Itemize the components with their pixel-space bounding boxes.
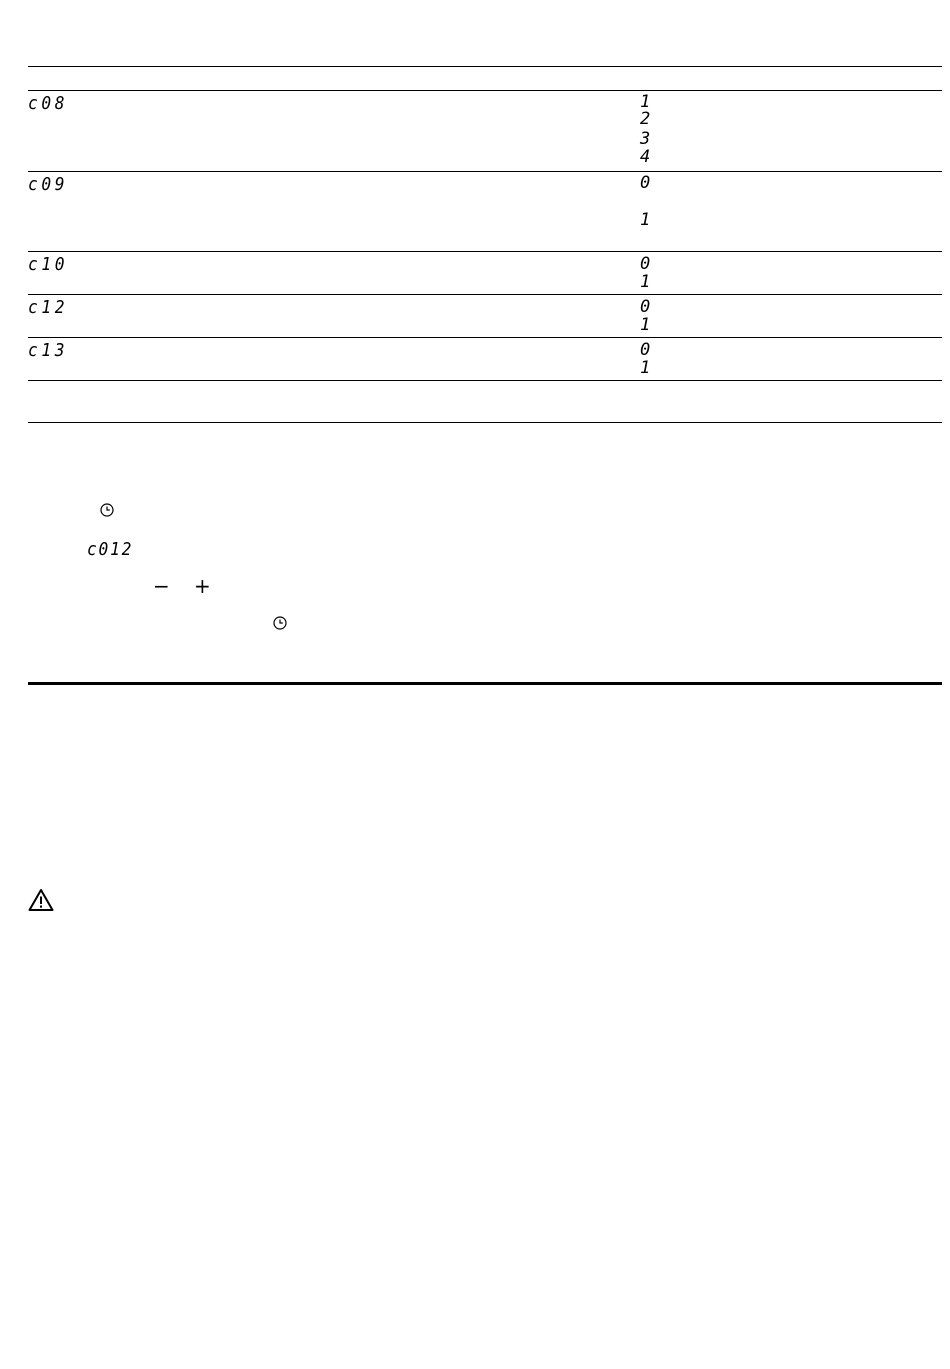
table-header-rule [28, 90, 942, 91]
table-top-rule [28, 66, 942, 67]
setting-code-c12: c12 [28, 297, 69, 318]
plus-icon: + [194, 574, 211, 598]
setting-value: 0 [640, 173, 651, 193]
setting-value: 3 [640, 129, 651, 149]
row-divider-c10 [28, 294, 942, 295]
section-separator [28, 682, 942, 685]
warning-triangle-icon [28, 888, 54, 912]
table-bottom-rule [28, 422, 942, 423]
setting-code-c13: c13 [28, 340, 69, 361]
row-divider-c09 [28, 251, 942, 252]
minus-icon: − [153, 574, 170, 598]
setting-value: 0 [640, 297, 651, 317]
display-example-c012: c012 [87, 539, 134, 560]
clock-icon [273, 616, 287, 630]
setting-value: 1 [640, 92, 651, 112]
clock-icon [100, 503, 114, 517]
setting-code-c09: c09 [28, 174, 69, 195]
setting-value: 1 [640, 272, 651, 292]
setting-value: 0 [640, 340, 651, 360]
setting-value: 0 [640, 254, 651, 274]
setting-value: 4 [640, 147, 651, 167]
setting-code-c10: c10 [28, 254, 69, 275]
setting-value: 1 [640, 315, 651, 335]
row-divider-c13 [28, 380, 942, 381]
setting-value: 1 [640, 358, 651, 378]
row-divider-c12 [28, 337, 942, 338]
row-divider-c08 [28, 171, 942, 172]
setting-value: 1 [640, 210, 651, 230]
setting-code-c08: c08 [28, 93, 69, 114]
setting-value: 2 [640, 109, 651, 129]
